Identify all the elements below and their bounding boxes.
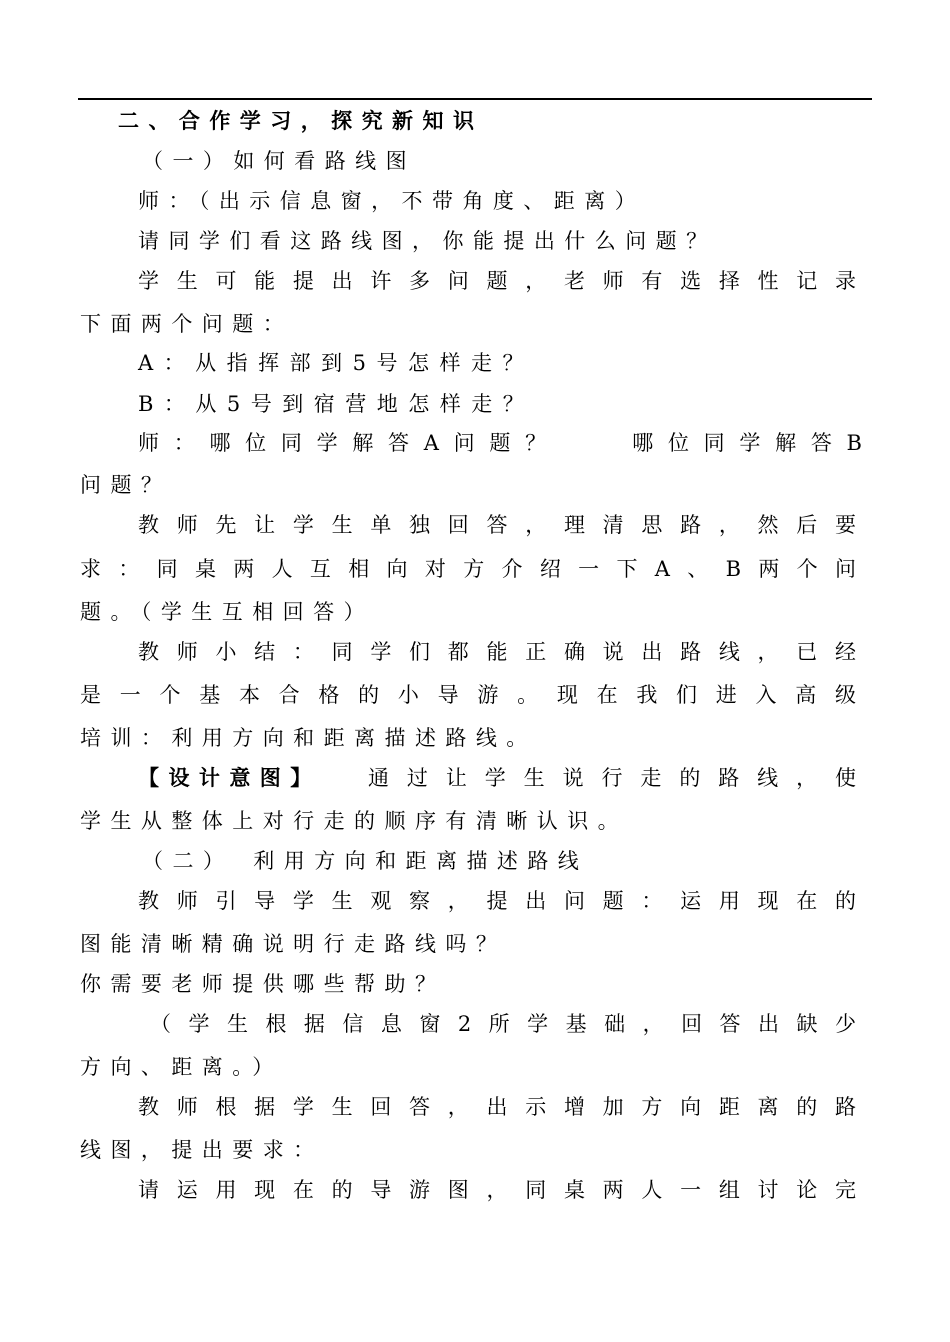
subsection-heading-1: （一）如何看路线图 <box>142 149 417 173</box>
question-b: B：从5号到宿营地怎样走？ <box>138 392 535 416</box>
paragraph-line: 下面两个问题： <box>80 312 294 336</box>
paragraph-line: 培训：利用方向和距离描述路线。 <box>80 726 537 750</box>
section-heading: 二、合作学习，探究新知识 <box>118 108 484 133</box>
paragraph-line: （学生根据信息窗2所学基础，回答出缺少 <box>150 1012 856 1036</box>
paragraph-line: 你需要老师提供哪些帮助？ <box>80 972 446 996</box>
paragraph-line: 学生从整体上对行走的顺序有清晰认识。 <box>80 809 629 833</box>
paragraph-line: 师：（出示信息窗，不带角度、距离） <box>138 189 646 213</box>
paragraph-line: 线图，提出要求： <box>80 1138 324 1162</box>
question-a: A：从指挥部到5号怎样走？ <box>138 351 535 375</box>
design-intent-label: 【设计意图】 <box>138 765 321 790</box>
paragraph-line: 教师引导学生观察，提出问题：运用现在的 <box>138 889 856 913</box>
paragraph-line: 教师小结：同学们都能正确说出路线，已经 <box>138 640 856 664</box>
paragraph-line: 教师根据学生回答，出示增加方向距离的路 <box>138 1095 856 1119</box>
paragraph-line: 是一个基本合格的小导游。现在我们进入高级 <box>80 683 856 707</box>
paragraph-line: 方向、距离。） <box>80 1055 283 1079</box>
paragraph-line: 题。（学生互相回答） <box>80 600 374 624</box>
paragraph-line: 教师先让学生单独回答，理清思路，然后要 <box>138 513 856 537</box>
paragraph-line: 学生可能提出许多问题，老师有选择性记录 <box>138 269 856 293</box>
design-intent-text: 通过让学生说行走的路线，使 <box>368 766 856 790</box>
header-rule <box>78 98 872 100</box>
paragraph-line: 师：哪位同学解答A问题？ 哪位同学解答B <box>138 431 862 455</box>
subsection-heading-2: （二） 利用方向和距离描述路线 <box>142 849 589 873</box>
paragraph-line: 问题？ <box>80 473 172 497</box>
paragraph-line: 请同学们看这路线图，你能提出什么问题？ <box>138 229 717 253</box>
paragraph-line: 图能清晰精确说明行走路线吗？ <box>80 932 507 956</box>
paragraph-line: 求：同桌两人互相向对方介绍一下A、B两个问 <box>80 557 856 581</box>
paragraph-line: 请运用现在的导游图，同桌两人一组讨论完 <box>138 1178 856 1202</box>
